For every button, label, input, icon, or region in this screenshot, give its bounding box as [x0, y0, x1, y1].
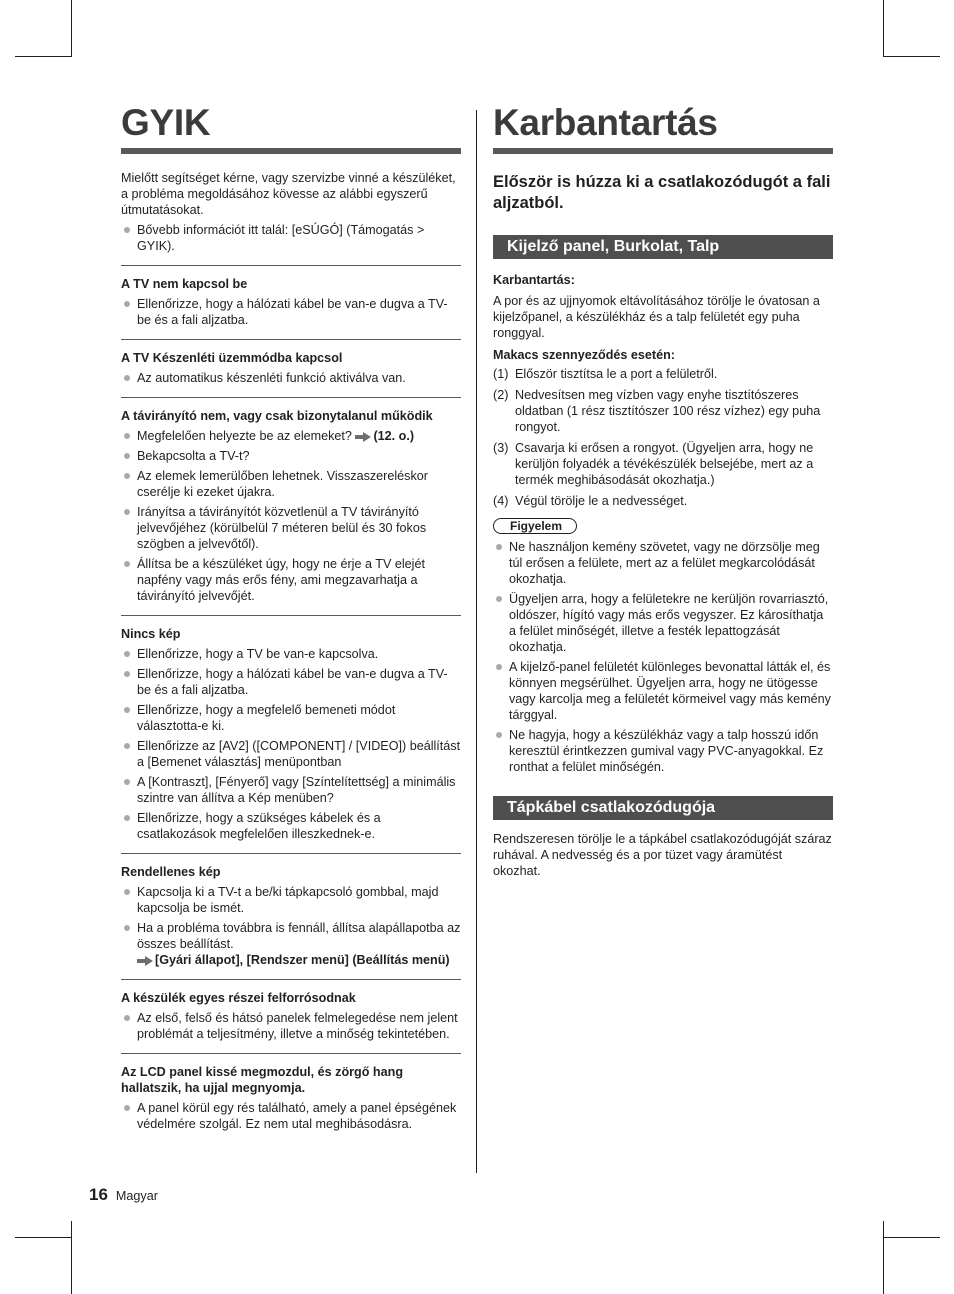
bullet-icon: [124, 651, 130, 657]
bullet-icon: [496, 596, 502, 602]
section-header-plug: Tápkábel csatlakozódugója: [493, 796, 833, 820]
faq-intro: Mielőtt segítséget kérne, vagy szervizbe vinné a készüléket, a probléma megoldásához kövesse az alábbi egyszerű útmutatásokat.: [121, 171, 456, 217]
maintenance-column: [493, 100, 833, 879]
column-divider: [476, 110, 477, 1173]
list-item: Ellenőrizze, hogy a hálózati kábel be van-e dugva a TV-be és a fali aljzatba.: [121, 296, 461, 328]
list-item: Bővebb információt itt talál: [eSÚGÓ] (Támogatás > GYIK).: [121, 222, 461, 254]
bullet-icon: [124, 301, 130, 307]
section-divider: [121, 265, 461, 266]
faq-bullets: [121, 370, 461, 386]
crop-mark: [883, 1221, 884, 1294]
bullet-icon: [124, 375, 130, 381]
bullet-icon: [496, 664, 502, 670]
list-item: Ne hagyja, hogy a készülékház vagy a talp hosszú időn keresztül érintkezzen gumival vagy PVC-anyagokkal. Ez ronthat a felület minőségén.: [493, 727, 833, 775]
bullet-icon: [124, 815, 130, 821]
list-item: Ellenőrizze, hogy a szükséges kábelek és a csatlakozások megfelelően illeszkednek-e.: [121, 810, 461, 842]
bullet-icon: [124, 561, 130, 567]
faq-heading: Rendellenes kép: [121, 865, 221, 879]
crop-mark: [883, 0, 884, 57]
faq-heading: A TV Készenléti üzemmódba kapcsol: [121, 351, 343, 365]
list-item: A [Kontraszt], [Fényerő] vagy [Színtelítettség] a minimális szintre van állítva a Kép menüben?: [121, 774, 461, 806]
list-item: Ne használjon kemény szövetet, vagy ne dörzsölje meg túl erősen a felülete, mert az a felület megkarcolódását okozhatja.: [493, 539, 833, 587]
faq-heading: Nincs kép: [121, 627, 181, 641]
title-underline: [493, 148, 833, 154]
arrow-icon: [355, 432, 371, 442]
bullet-icon: [124, 779, 130, 785]
crop-mark: [71, 0, 72, 57]
section-divider: [121, 1053, 461, 1054]
list-item: A kijelző-panel felületét különleges bevonattal látták el, és könnyen megsérülhet. Ügyeljen arra, hogy ne ütögesse vagy karcolja meg a felületét körmeivel vagy más kemény tárggyal.: [493, 659, 833, 723]
list-item: (4) Végül törölje le a nedvességet.: [493, 494, 688, 508]
caution-label: Figyelem: [493, 518, 577, 534]
bullet-icon: [124, 671, 130, 677]
list-item: Az automatikus készenléti funkció aktiválva van.: [121, 370, 461, 386]
section-divider: [121, 397, 461, 398]
faq-heading: A távirányító nem, vagy csak bizonytalanul működik: [121, 409, 433, 423]
bullet-icon: [124, 889, 130, 895]
faq-bullets: [121, 884, 461, 968]
bullet-icon: [124, 473, 130, 479]
list-item: Ha a probléma továbbra is fennáll, állítsa alapállapotba az összes beállítást. [Gyári állapot], [Rendszer menü] (Beállítás menü): [121, 920, 461, 968]
intro-bullets: [121, 222, 461, 254]
list-item: Ügyeljen arra, hogy a felületekre ne kerüljön rovarriasztó, oldószer, hígító vagy más erős vegyszer. Ez károsíthatja a felület minőségét, illetve a festék lepattogzását okozhatja.: [493, 591, 833, 655]
list-item: Ellenőrizze, hogy a hálózati kábel be van-e dugva a TV-be és a fali aljzatba.: [121, 666, 461, 698]
list-item: Az első, felső és hátsó panelek felmelegedése nem jelent problémát a teljesítmény, illetve a minőség tekintetében.: [121, 1010, 461, 1042]
crop-mark: [883, 56, 940, 57]
faq-heading: A készülék egyes részei felforrósodnak: [121, 991, 356, 1005]
bullet-icon: [496, 732, 502, 738]
crop-mark: [15, 1237, 72, 1238]
list-item: Állítsa be a készüléket úgy, hogy ne érje a TV elejét napfény vagy más erős fény, ami megzavarhatja a távirányító jelvevőjét.: [121, 556, 461, 604]
crop-mark: [883, 1237, 940, 1238]
list-item: (2) Nedvesítsen meg vízben vagy enyhe tisztítószeres oldatban (1 rész tisztítószer 100 rész vízhez) egy puha rongyot.: [493, 388, 821, 434]
faq-bullets: [121, 428, 461, 604]
settings-reference: [Gyári állapot], [Rendszer menü] (Beállítás menü): [137, 952, 461, 968]
arrow-icon: [137, 956, 153, 966]
section-header-panel: Kijelző panel, Burkolat, Talp: [493, 235, 833, 259]
list-item: A panel körül egy rés található, amely a panel épségének védelmére szolgál. Ez nem utal meghibásodásra.: [121, 1100, 461, 1132]
list-item: Ellenőrizze, hogy a TV be van-e kapcsolva.: [121, 646, 461, 662]
plug-care-text: Rendszeresen törölje le a tápkábel csatlakozódugóját száraz ruhával. A nedvesség és a por tüzet vagy áramütést okozhat.: [493, 832, 832, 878]
section-divider: [121, 615, 461, 616]
faq-bullets: [121, 1010, 461, 1042]
bullet-icon: [124, 707, 130, 713]
page-footer: [89, 1185, 158, 1205]
crop-mark: [15, 56, 72, 57]
stubborn-dirt-heading: Makacs szennyeződés esetén:: [493, 348, 675, 362]
faq-bullets: [121, 1100, 461, 1132]
crop-mark: [71, 1221, 72, 1294]
section-divider: [121, 853, 461, 854]
section-divider: [121, 339, 461, 340]
faq-title: GYIK: [121, 102, 211, 143]
list-item: Irányítsa a távirányítót közvetlenül a TV távirányító jelvevőjéhez (körülbelül 7 méteren belül és 30 fokos szögben a jelvevőtől).: [121, 504, 461, 552]
faq-heading: A TV nem kapcsol be: [121, 277, 248, 291]
list-item: Megfelelően helyezte be az elemeket? (12. o.): [121, 428, 461, 444]
page-reference: (12. o.): [373, 429, 415, 443]
bullet-icon: [496, 544, 502, 550]
language-label: Magyar: [115, 1189, 158, 1203]
list-item: (1) Először tisztítsa le a port a felületről.: [493, 367, 718, 381]
bullet-icon: [124, 453, 130, 459]
bullet-icon: [124, 925, 130, 931]
faq-column: [121, 100, 461, 1136]
faq-heading: Az LCD panel kissé megmozdul, és zörgő hang hallatszik, ha ujjal megnyomja.: [121, 1065, 404, 1095]
bullet-icon: [124, 743, 130, 749]
bullet-icon: [124, 1015, 130, 1021]
bullet-icon: [124, 433, 130, 439]
bullet-icon: [124, 1105, 130, 1111]
page-number: 16: [89, 1185, 108, 1204]
bullet-icon: [124, 227, 130, 233]
caution-bullets: [493, 539, 833, 775]
list-item: (3) Csavarja ki erősen a rongyot. (Ügyeljen arra, hogy ne kerüljön folyadék a tévékészülék belsejébe, mert az a termék meghibásodását okozhatja.): [493, 441, 814, 487]
care-heading: Karbantartás:: [493, 273, 575, 287]
list-item: Az elemek lemerülőben lehetnek. Visszaszereléskor cserélje ki ezeket újakra.: [121, 468, 461, 500]
care-text: A por és az ujjnyomok eltávolításához törölje le óvatosan a kijelzőpanel, a készülékház és a talp felületét egy puha ronggyal.: [493, 294, 820, 340]
cleaning-steps: [493, 366, 833, 509]
list-item: Ellenőrizze, hogy a megfelelő bemeneti módot választotta-e ki.: [121, 702, 461, 734]
list-item: Kapcsolja ki a TV-t a be/ki tápkapcsoló gombbal, majd kapcsolja be ismét.: [121, 884, 461, 916]
bullet-icon: [124, 509, 130, 515]
section-divider: [121, 979, 461, 980]
title-underline: [121, 148, 461, 154]
unplug-instruction: Először is húzza ki a csatlakozódugót a fali aljzatból.: [493, 173, 831, 212]
list-item: Bekapcsolta a TV-t?: [121, 448, 461, 464]
maintenance-title: Karbantartás: [493, 102, 718, 143]
faq-bullets: [121, 296, 461, 328]
faq-bullets: [121, 646, 461, 842]
list-item: Ellenőrizze az [AV2] ([COMPONENT] / [VIDEO]) beállítást a [Bemenet választás] menüpontban: [121, 738, 461, 770]
